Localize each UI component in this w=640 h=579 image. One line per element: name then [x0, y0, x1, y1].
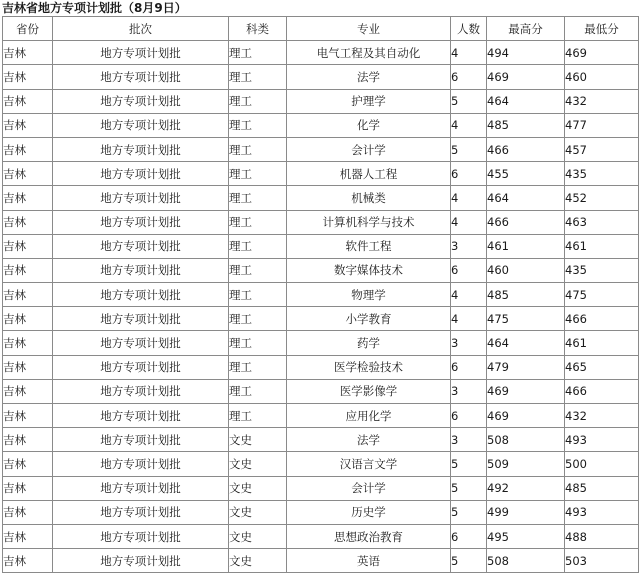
cell-max-score: 460 [487, 258, 565, 282]
cell-subject-category: 理工 [229, 379, 287, 403]
cell-major: 英语 [287, 549, 451, 573]
cell-major: 化学 [287, 113, 451, 137]
cell-min-score: 493 [565, 500, 639, 524]
cell-count: 6 [451, 524, 487, 548]
cell-min-score: 463 [565, 210, 639, 234]
table-row [3, 186, 639, 210]
cell-subject-category: 文史 [229, 500, 287, 524]
header-max-score: 最高分 [487, 17, 565, 41]
cell-batch: 地方专项计划批 [53, 65, 229, 89]
cell-max-score: 455 [487, 162, 565, 186]
cell-province: 吉林 [3, 549, 53, 573]
cell-min-score: 432 [565, 89, 639, 113]
cell-max-score: 499 [487, 500, 565, 524]
cell-major: 软件工程 [287, 234, 451, 258]
cell-province: 吉林 [3, 137, 53, 161]
table-header-row [3, 17, 639, 41]
cell-min-score: 503 [565, 549, 639, 573]
cell-province: 吉林 [3, 404, 53, 428]
header-batch: 批次 [53, 17, 229, 41]
cell-subject-category: 理工 [229, 283, 287, 307]
cell-subject-category: 理工 [229, 404, 287, 428]
cell-batch: 地方专项计划批 [53, 258, 229, 282]
cell-count: 3 [451, 234, 487, 258]
cell-max-score: 469 [487, 379, 565, 403]
cell-batch: 地方专项计划批 [53, 89, 229, 113]
cell-max-score: 494 [487, 41, 565, 65]
cell-major: 护理学 [287, 89, 451, 113]
cell-batch: 地方专项计划批 [53, 404, 229, 428]
cell-major: 汉语言文学 [287, 452, 451, 476]
header-major: 专业 [287, 17, 451, 41]
cell-province: 吉林 [3, 89, 53, 113]
cell-min-score: 435 [565, 162, 639, 186]
cell-province: 吉林 [3, 41, 53, 65]
cell-count: 4 [451, 113, 487, 137]
cell-province: 吉林 [3, 500, 53, 524]
cell-major: 法学 [287, 428, 451, 452]
table-row [3, 65, 639, 89]
cell-min-score: 493 [565, 428, 639, 452]
cell-batch: 地方专项计划批 [53, 283, 229, 307]
table-row [3, 137, 639, 161]
cell-major: 计算机科学与技术 [287, 210, 451, 234]
cell-province: 吉林 [3, 428, 53, 452]
table-body [3, 41, 639, 573]
cell-batch: 地方专项计划批 [53, 234, 229, 258]
cell-min-score: 452 [565, 186, 639, 210]
cell-province: 吉林 [3, 379, 53, 403]
table-row [3, 210, 639, 234]
cell-batch: 地方专项计划批 [53, 137, 229, 161]
cell-count: 3 [451, 379, 487, 403]
cell-province: 吉林 [3, 307, 53, 331]
cell-batch: 地方专项计划批 [53, 210, 229, 234]
cell-count: 6 [451, 258, 487, 282]
cell-province: 吉林 [3, 331, 53, 355]
cell-subject-category: 理工 [229, 113, 287, 137]
cell-province: 吉林 [3, 113, 53, 137]
cell-min-score: 475 [565, 283, 639, 307]
cell-max-score: 469 [487, 65, 565, 89]
cell-count: 5 [451, 476, 487, 500]
cell-max-score: 509 [487, 452, 565, 476]
table-row [3, 476, 639, 500]
table-title: 吉林省地方专项计划批（8月9日） [2, 1, 187, 15]
cell-count: 6 [451, 162, 487, 186]
cell-min-score: 461 [565, 331, 639, 355]
table-row [3, 379, 639, 403]
cell-count: 5 [451, 452, 487, 476]
cell-max-score: 466 [487, 210, 565, 234]
cell-batch: 地方专项计划批 [53, 41, 229, 65]
cell-subject-category: 理工 [229, 41, 287, 65]
cell-max-score: 479 [487, 355, 565, 379]
table-row [3, 258, 639, 282]
cell-major: 思想政治教育 [287, 524, 451, 548]
cell-batch: 地方专项计划批 [53, 476, 229, 500]
cell-subject-category: 理工 [229, 355, 287, 379]
cell-major: 会计学 [287, 137, 451, 161]
cell-subject-category: 理工 [229, 137, 287, 161]
table-row [3, 524, 639, 548]
cell-max-score: 466 [487, 137, 565, 161]
cell-subject-category: 文史 [229, 524, 287, 548]
cell-major: 小学教育 [287, 307, 451, 331]
cell-count: 3 [451, 331, 487, 355]
cell-batch: 地方专项计划批 [53, 162, 229, 186]
cell-batch: 地方专项计划批 [53, 524, 229, 548]
cell-subject-category: 理工 [229, 210, 287, 234]
table-row [3, 452, 639, 476]
cell-batch: 地方专项计划批 [53, 379, 229, 403]
cell-subject-category: 理工 [229, 65, 287, 89]
table-row [3, 113, 639, 137]
cell-min-score: 460 [565, 65, 639, 89]
cell-province: 吉林 [3, 476, 53, 500]
cell-subject-category: 文史 [229, 549, 287, 573]
table-row [3, 428, 639, 452]
cell-province: 吉林 [3, 234, 53, 258]
cell-province: 吉林 [3, 65, 53, 89]
cell-batch: 地方专项计划批 [53, 186, 229, 210]
cell-major: 机械类 [287, 186, 451, 210]
cell-min-score: 488 [565, 524, 639, 548]
table-row [3, 549, 639, 573]
cell-batch: 地方专项计划批 [53, 355, 229, 379]
cell-province: 吉林 [3, 210, 53, 234]
cell-count: 6 [451, 404, 487, 428]
cell-subject-category: 理工 [229, 89, 287, 113]
cell-max-score: 464 [487, 331, 565, 355]
cell-major: 会计学 [287, 476, 451, 500]
cell-min-score: 477 [565, 113, 639, 137]
cell-max-score: 508 [487, 428, 565, 452]
header-subject-category: 科类 [229, 17, 287, 41]
cell-major: 法学 [287, 65, 451, 89]
cell-major: 电气工程及其自动化 [287, 41, 451, 65]
cell-max-score: 485 [487, 283, 565, 307]
cell-major: 药学 [287, 331, 451, 355]
header-count: 人数 [451, 17, 487, 41]
cell-batch: 地方专项计划批 [53, 331, 229, 355]
cell-max-score: 485 [487, 113, 565, 137]
cell-count: 5 [451, 89, 487, 113]
cell-min-score: 485 [565, 476, 639, 500]
admission-scores-table [2, 16, 639, 573]
cell-major: 机器人工程 [287, 162, 451, 186]
cell-min-score: 465 [565, 355, 639, 379]
cell-count: 6 [451, 355, 487, 379]
cell-max-score: 492 [487, 476, 565, 500]
cell-major: 历史学 [287, 500, 451, 524]
table-row [3, 500, 639, 524]
cell-province: 吉林 [3, 258, 53, 282]
table-row [3, 162, 639, 186]
cell-min-score: 466 [565, 307, 639, 331]
cell-subject-category: 文史 [229, 452, 287, 476]
cell-batch: 地方专项计划批 [53, 549, 229, 573]
cell-province: 吉林 [3, 452, 53, 476]
table-row [3, 307, 639, 331]
cell-province: 吉林 [3, 283, 53, 307]
cell-min-score: 469 [565, 41, 639, 65]
cell-count: 5 [451, 137, 487, 161]
cell-batch: 地方专项计划批 [53, 307, 229, 331]
cell-min-score: 466 [565, 379, 639, 403]
cell-min-score: 435 [565, 258, 639, 282]
cell-batch: 地方专项计划批 [53, 452, 229, 476]
cell-batch: 地方专项计划批 [53, 500, 229, 524]
cell-major: 医学影像学 [287, 379, 451, 403]
table-row [3, 331, 639, 355]
table-row [3, 234, 639, 258]
cell-max-score: 461 [487, 234, 565, 258]
cell-count: 3 [451, 428, 487, 452]
cell-subject-category: 理工 [229, 331, 287, 355]
cell-major: 医学检验技术 [287, 355, 451, 379]
cell-count: 4 [451, 41, 487, 65]
cell-count: 5 [451, 549, 487, 573]
cell-min-score: 432 [565, 404, 639, 428]
table-row [3, 41, 639, 65]
cell-max-score: 464 [487, 186, 565, 210]
cell-province: 吉林 [3, 162, 53, 186]
cell-count: 4 [451, 186, 487, 210]
cell-major: 数字媒体技术 [287, 258, 451, 282]
cell-max-score: 469 [487, 404, 565, 428]
cell-major: 物理学 [287, 283, 451, 307]
cell-batch: 地方专项计划批 [53, 428, 229, 452]
cell-count: 5 [451, 500, 487, 524]
cell-count: 6 [451, 65, 487, 89]
cell-min-score: 457 [565, 137, 639, 161]
cell-count: 4 [451, 210, 487, 234]
cell-subject-category: 理工 [229, 234, 287, 258]
table-row [3, 404, 639, 428]
cell-subject-category: 理工 [229, 258, 287, 282]
header-province: 省份 [3, 17, 53, 41]
cell-max-score: 475 [487, 307, 565, 331]
cell-subject-category: 文史 [229, 428, 287, 452]
cell-max-score: 495 [487, 524, 565, 548]
cell-max-score: 508 [487, 549, 565, 573]
cell-max-score: 464 [487, 89, 565, 113]
table-row [3, 89, 639, 113]
cell-province: 吉林 [3, 524, 53, 548]
cell-count: 4 [451, 307, 487, 331]
table-row [3, 283, 639, 307]
cell-subject-category: 理工 [229, 186, 287, 210]
cell-subject-category: 文史 [229, 476, 287, 500]
cell-subject-category: 理工 [229, 162, 287, 186]
cell-province: 吉林 [3, 355, 53, 379]
cell-province: 吉林 [3, 186, 53, 210]
header-min-score: 最低分 [565, 17, 639, 41]
table-row [3, 355, 639, 379]
cell-batch: 地方专项计划批 [53, 113, 229, 137]
cell-min-score: 500 [565, 452, 639, 476]
cell-major: 应用化学 [287, 404, 451, 428]
cell-min-score: 461 [565, 234, 639, 258]
cell-count: 4 [451, 283, 487, 307]
cell-subject-category: 理工 [229, 307, 287, 331]
